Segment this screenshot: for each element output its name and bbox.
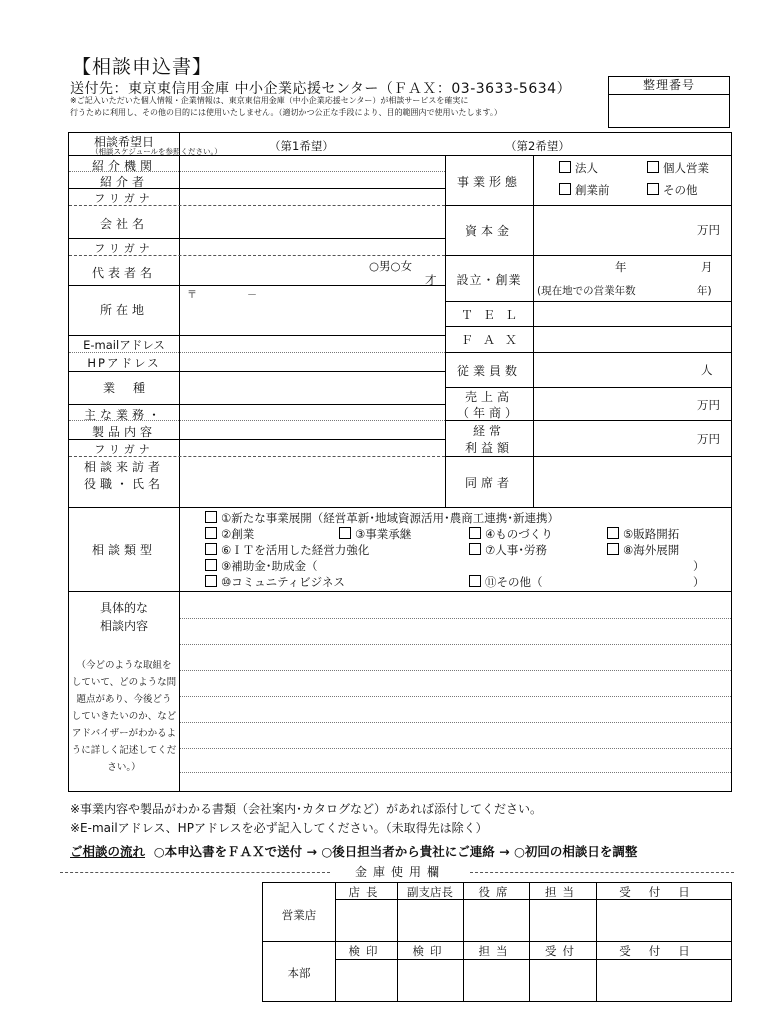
first-choice-label: （第1希望）	[269, 139, 334, 153]
visitor-label-2: 役職・氏名	[83, 477, 164, 491]
profit-unit: 万円	[697, 432, 720, 446]
ct-6-option[interactable]: ⑥ＩＴを活用した経営力強化	[205, 542, 369, 558]
capital-unit: 万円	[697, 223, 720, 237]
detail-title-1: 具体的な	[99, 601, 148, 615]
branch-col-4: 担当	[545, 885, 580, 899]
checkbox[interactable]	[559, 161, 571, 173]
arrow-icon: →	[499, 844, 510, 859]
profit-label-1: 経常	[472, 424, 505, 438]
year-label: 年	[615, 260, 627, 274]
bt-individual-option[interactable]: 個人営業	[647, 160, 709, 176]
detail-hint-line: 題点があり、今後どう	[76, 694, 172, 705]
established-label: 設立・創業	[456, 273, 522, 287]
checkbox[interactable]	[647, 183, 659, 195]
bt-corp-option[interactable]: 法人	[559, 160, 598, 176]
ct-1-option[interactable]: ①新たな事業展開（経営革新･地域資源活用･農商工連携･新連携）	[205, 510, 559, 526]
head-col-1: 検印	[348, 944, 384, 958]
business-label-1: 主な業務・	[83, 408, 164, 422]
head-col-4: 受付	[545, 944, 580, 958]
detail-title-2: 相談内容	[99, 619, 148, 633]
bt-prestart-option[interactable]: 創業前	[559, 182, 610, 198]
years-close: 年)	[697, 285, 712, 297]
checkbox[interactable]	[607, 543, 619, 555]
ct-11-option[interactable]: ⑪その他（	[469, 574, 543, 590]
profit-label-2: 利益額	[464, 441, 513, 455]
branch-label: 営業店	[281, 908, 317, 922]
arrow-icon: →	[306, 844, 317, 859]
footnote-1: ※事業内容や製品がわかる書類（会社案内･カタログなど）があれば添付してください。	[70, 802, 543, 816]
sales-label-2: （年商）	[456, 406, 521, 420]
detail-hint-line: （今どのような取組を	[76, 660, 172, 671]
schedule-label: 相談希望日	[93, 135, 154, 149]
page-title: 【相談申込書】	[72, 56, 213, 78]
age-suffix: 才	[425, 273, 437, 287]
application-form	[68, 132, 732, 792]
detail-hint-line: アドバイザーがわかるよ	[71, 728, 177, 739]
head-col-3: 担当	[478, 944, 514, 958]
month-label: 月	[701, 260, 713, 274]
checkbox[interactable]	[469, 527, 481, 539]
consult-type-label: 相談類型	[91, 543, 156, 557]
ct-9-option[interactable]: ⑨補助金･助成金（	[205, 558, 318, 574]
introducer-org-label: 紹介機関	[91, 159, 156, 173]
send-to-line: 送付先：東京東信用金庫 中小企業応援センター（ＦＡＸ：03-3633-5634）	[70, 81, 572, 97]
checkbox[interactable]	[205, 527, 217, 539]
address-label: 所在地	[99, 303, 148, 317]
checkbox[interactable]	[339, 527, 351, 539]
flow-label: ご相談の流れ	[70, 844, 146, 859]
ct-5-option[interactable]: ⑤販路開拓	[607, 526, 679, 542]
employees-label: 従業員数	[456, 364, 521, 378]
ct-2-option[interactable]: ②創業	[205, 526, 254, 542]
privacy-note-1: ※ご記入いただいた個人情報・企業情報は、東京東信用金庫（中小企業応援センター）が相談サービスを確実に	[70, 96, 469, 105]
representative-label: 代表者名	[91, 266, 156, 280]
tel-label: ＴＥＬ	[460, 308, 527, 322]
consultation-flow	[70, 842, 637, 860]
checkbox[interactable]	[205, 559, 217, 571]
postal-mark: 〒	[187, 290, 197, 301]
detail-hint-line: さい。）	[107, 762, 141, 773]
furigana-company-label: フリガナ	[94, 192, 154, 205]
head-col-2: 検印	[412, 944, 448, 958]
branch-col-3: 役席	[478, 885, 514, 899]
fax-label: ＦＡＸ	[460, 333, 527, 347]
years-current-label: (現在地での営業年数	[537, 285, 636, 297]
checkbox[interactable]	[559, 183, 571, 195]
branch-col-1: 店長	[348, 885, 384, 899]
business-label-2: 製品内容	[91, 425, 156, 439]
industry-label: 業種	[102, 381, 163, 395]
detail-hint-line: していきたいのか、など	[71, 711, 177, 722]
ct-7-option[interactable]: ⑦人事･労務	[469, 542, 547, 558]
second-choice-label: （第2希望）	[505, 139, 570, 153]
schedule-sub: （相談スケジュールを参照ください。）	[91, 147, 222, 156]
detail-hint-line: うに詳しく記述してくだ	[71, 745, 177, 756]
sales-label-1: 売上高	[464, 390, 513, 404]
checkbox[interactable]	[469, 543, 481, 555]
postal-dash: －	[247, 290, 257, 301]
branch-col-5: 受付日	[619, 885, 708, 899]
ct-11-close: ）	[693, 575, 705, 589]
head-office-label: 本部	[287, 966, 311, 980]
hp-label: HPアドレス	[87, 356, 161, 370]
capital-label: 資本金	[464, 224, 513, 238]
checkbox[interactable]	[607, 527, 619, 539]
introducer-label: 紹介者	[99, 175, 148, 189]
head-col-5: 受付日	[619, 944, 708, 958]
company-name-label: 会社名	[99, 217, 148, 231]
footnote-2: ※E-mailアドレス、HPアドレスを必ず記入してください。（未取得先は除く）	[70, 821, 488, 835]
registration-number-box[interactable]	[608, 76, 730, 128]
sales-unit: 万円	[697, 398, 720, 412]
detail-hint-line: していて、どのような問	[71, 677, 177, 688]
employees-unit: 人	[701, 363, 713, 377]
checkbox[interactable]	[469, 575, 481, 587]
bank-use-heading: 金庫使用欄	[354, 865, 445, 879]
detail-hint	[69, 657, 179, 776]
furigana-visitor-label: フリガナ	[94, 443, 154, 456]
checkbox[interactable]	[205, 575, 217, 587]
email-label: E-mailアドレス	[83, 338, 165, 352]
privacy-note-2: 行うために利用し、その他の目的には使用いたしません。（適切かつ公正な手段により、目的範囲内で使用いたします。）	[70, 108, 502, 117]
detail-input-area[interactable]	[180, 592, 731, 791]
ct-9-close: ）	[693, 559, 705, 573]
checkbox[interactable]	[647, 161, 659, 173]
flow-step-3: ○初回の相談日を調整	[513, 844, 638, 859]
ct-4-option[interactable]: ④ものづくり	[469, 526, 553, 542]
flow-step-2: ○後日担当者から貴社にご連絡	[321, 844, 495, 859]
branch-col-2: 副支店長	[407, 885, 453, 899]
furigana-rep-label: フリガナ	[94, 242, 154, 255]
ct-3-option[interactable]: ③事業承継	[339, 526, 411, 542]
bt-other-option[interactable]: その他	[647, 182, 698, 198]
attendee-label: 同席者	[464, 476, 513, 490]
ct-8-option[interactable]: ⑧海外展開	[607, 542, 679, 558]
registration-number-label: 整理番号	[609, 77, 729, 95]
business-type-label: 事業形態	[456, 175, 521, 189]
checkbox[interactable]	[205, 511, 217, 523]
flow-step-1: ○本申込書をＦＡＸで送付	[153, 844, 303, 859]
checkbox[interactable]	[205, 543, 217, 555]
visitor-label-1: 相談来訪者	[83, 460, 164, 474]
ct-10-option[interactable]: ⑩コミュニティビジネス	[205, 574, 345, 590]
gender-options[interactable]: ○男○女	[369, 259, 413, 273]
bank-use-table	[262, 882, 732, 1002]
